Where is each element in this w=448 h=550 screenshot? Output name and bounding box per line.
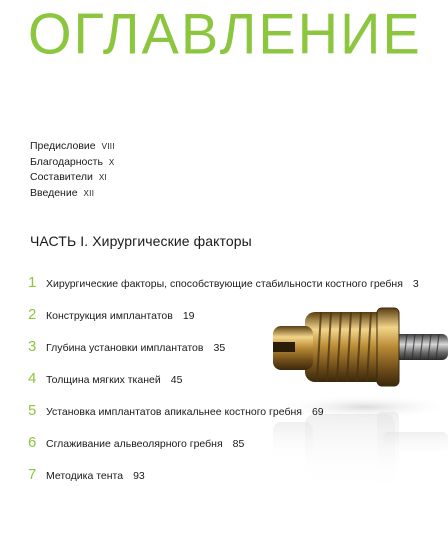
chapter-title: Хирургические факторы, способствующие стабильности костного гребня [46,278,403,290]
chapter-number: 6 [28,434,37,451]
front-matter-label: Благодарность [30,155,103,168]
chapter-number: 1 [28,274,37,291]
front-matter-page: X [108,157,115,167]
chapter-number: 5 [28,402,37,419]
chapter-item[interactable] [28,370,182,387]
front-matter-list [30,139,115,201]
front-matter-item[interactable] [30,155,115,171]
chapter-item[interactable] [28,434,244,451]
page-title: ОГЛАВЛЕНИЕ [28,1,422,66]
front-matter-page: XI [98,173,107,182]
chapter-page: 3 [412,278,419,290]
front-matter-label: Предисловие [30,140,96,152]
chapter-page: 45 [170,374,183,386]
chapter-number: 3 [28,338,37,355]
chapter-item[interactable] [28,338,225,355]
chapter-item[interactable] [28,466,145,483]
chapter-page: 69 [311,406,324,418]
chapter-number: 2 [28,306,37,323]
chapter-number: 4 [28,370,37,387]
front-matter-item[interactable] [30,139,115,155]
chapter-title: Конструкция имплантатов [46,310,173,322]
part-heading: ЧАСТЬ I. Хирургические факторы [30,233,252,249]
chapter-title: Глубина установки имплантатов [46,342,204,354]
chapter-item[interactable] [28,402,324,419]
front-matter-page: XII [83,188,95,198]
front-matter-label: Составители [30,171,93,183]
chapter-page: 85 [232,438,245,450]
chapter-title: Методика тента [46,470,124,482]
front-matter-label: Введение [30,186,78,199]
chapter-item[interactable] [28,306,195,323]
front-matter-item[interactable] [30,170,115,186]
chapter-page: 19 [182,310,195,322]
chapter-title: Установка имплантатов апикальнее костного гребня [46,406,302,418]
chapter-page: 35 [213,342,226,354]
chapter-number: 7 [28,466,37,483]
chapter-title: Толщина мягких тканей [46,374,161,386]
front-matter-page: VIII [101,142,115,151]
chapter-title: Сглаживание альвеолярного гребня [46,438,223,450]
chapter-page: 93 [133,470,145,482]
chapter-item[interactable] [28,274,419,291]
front-matter-item[interactable] [30,186,115,202]
